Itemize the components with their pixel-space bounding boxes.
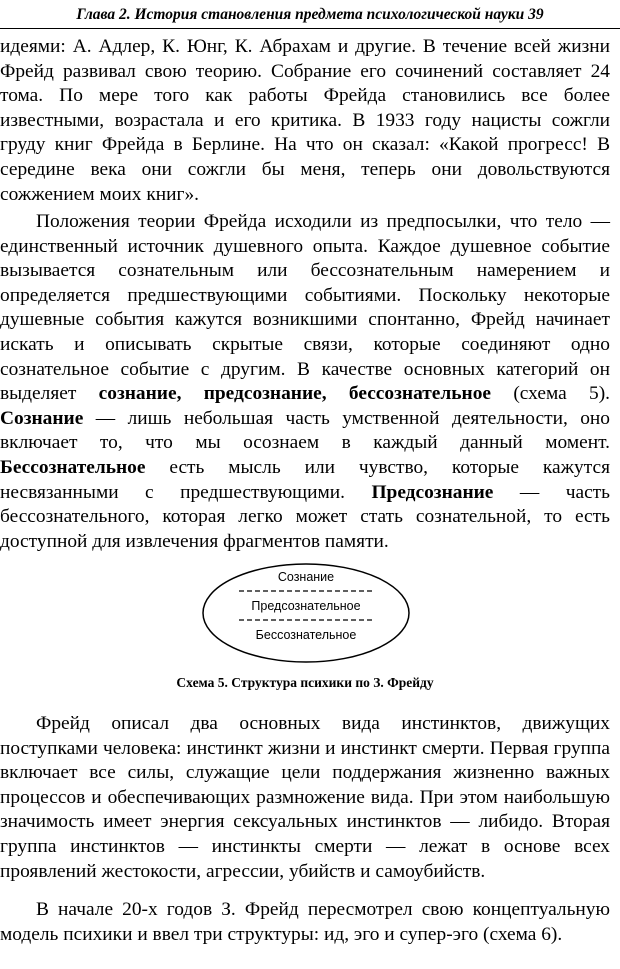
layer-label-preconscious: Предсознательное [251,599,361,613]
bold-term-preconscious: Предсознание [371,481,494,503]
bold-term-unconscious: Бессознательное [0,456,146,478]
bold-categories: сознание, предсознание, бессознательное [98,383,492,405]
psyche-structure-diagram [201,562,411,664]
layer-label-conscious: Сознание [277,570,335,584]
running-header [0,0,620,30]
paragraph-2-part-4: есть мысль или чувство, которые кажутся несвязанными с предшествующими. [0,456,610,503]
paragraph-2-part-5: — часть бессознательного, которая легко может стать сознательной, то есть доступной для извлечения фрагментов памяти. [0,481,610,552]
paragraph-1: идеями: А. Адлер, К. Юнг, К. Абрахам и другие. В течение всей жизни Фрейд развивал свою теорию. Собрание его сочинений составляет 24 тома. По мере того как работы Фрейда становились все более известными, возрастала и его критика. В 1933 году нацисты сожгли груду книг Фрейда в Берлине. На что он сказал: «Какой прогресс! В середине века они сожгли бы меня, теперь они довольствуются сожжением моих книг». [0,36,610,205]
bold-term-consciousness: Сознание [0,407,84,429]
paragraph-2-part-3: — лишь небольшая часть умственной деятельности, оно включает то, что мы осознаем в каждый данный момент. [0,407,610,454]
paragraph-2 [0,210,610,554]
header-rule [0,28,620,29]
paragraph-2-part-2: (схема 5). [491,383,611,405]
paragraph-3: Фрейд описал два основных вида инстинктов, движущих поступками человека: инстинкт жизни и инстинкт смерти. Первая группа включает все силы, служащие цели поддержания жизненно важных процессов и обеспечивающих размножение вида. При этом наибольшую значимость имеет энергия сексуальных инстинктов — либидо. Вторая группа инстинктов — инстинкты смерти — лежат в основе всех проявлений жестокости, агрессии, убийств и самоубийств. [0,713,610,882]
running-title: Глава 2. История становления предмета психологической науки 39 [76,6,544,23]
figure-caption: Схема 5. Структура психики по З. Фрейду [176,675,434,690]
layer-label-unconscious: Бессознательное [255,628,357,642]
paragraph-4: В начале 20-х годов З. Фрейд пересмотрел свою концептуальную модель психики и ввел три структуры: ид, эго и супер-эго (схема 6). [0,899,610,945]
paragraph-2-part-1: Положения теории Фрейда исходили из предпосылки, что тело — единственный источник душевного опыта. Каждое душевное событие вызывается сознательным или бессознательным намерением и определяется предшествующими событиями. Поскольку некоторые душевные события кажутся возникшими спонтанно, Фрейд начинает искать и описывать скрытые связи, которые соединяют одно сознательное событие с другим. В качестве основных категорий он выделяет [0,211,610,405]
